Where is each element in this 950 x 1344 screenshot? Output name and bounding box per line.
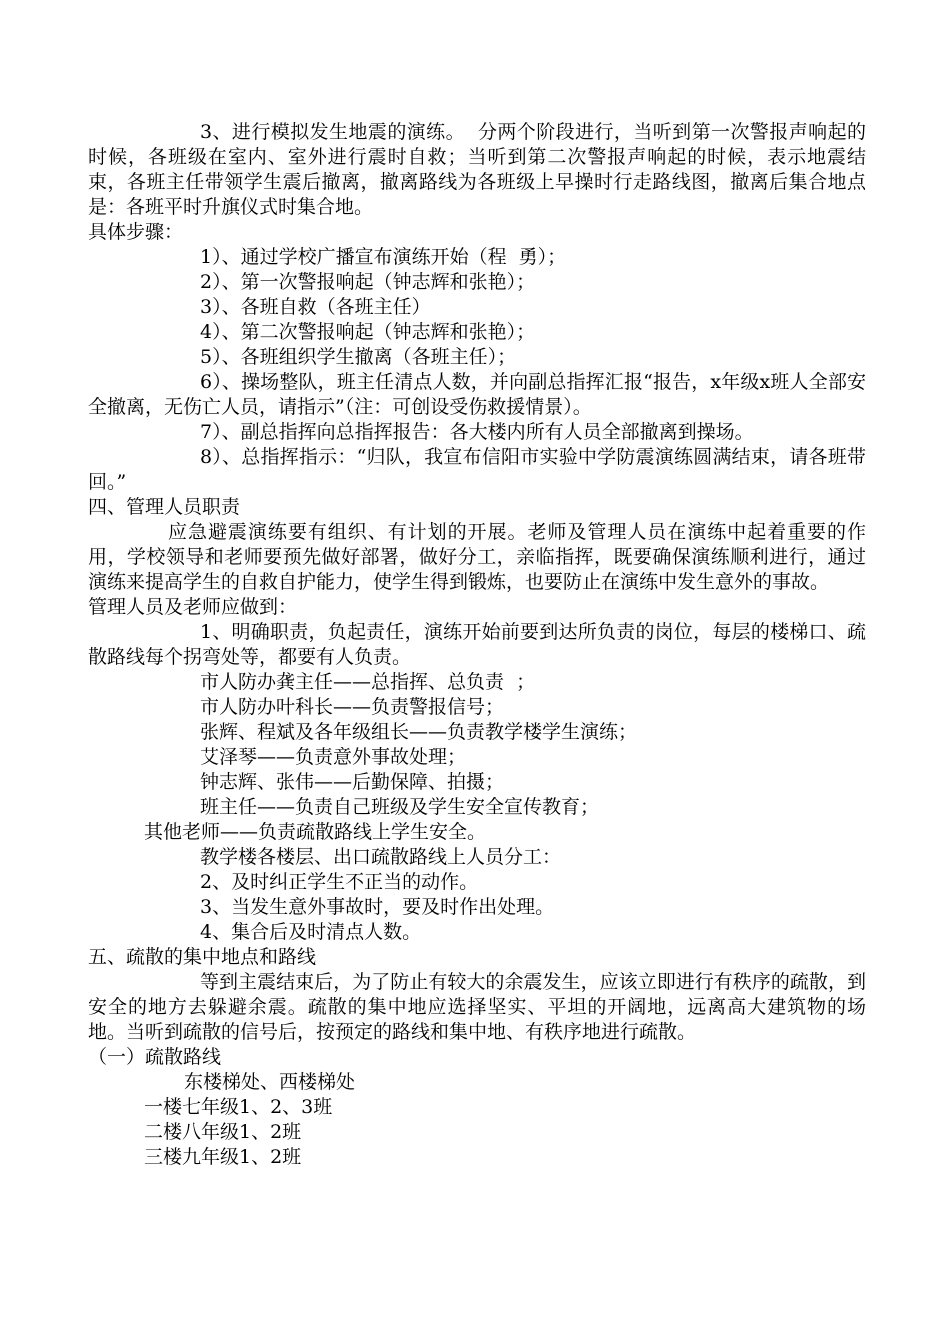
section4-paragraph: 应急避震演练要有组织、有计划的开展。老师及管理人员在演练中起着重要的作用，学校领导和老师要预先做好部署，做好分工，亲临指挥，既要确保演练顺利进行，通过演练来提高学生的自救自护能力，使学生得到锻炼，也要防止在演练中发生意外的事故。 bbox=[88, 521, 866, 593]
step-item: 6）、操场整队，班主任清点人数，并向副总指挥汇报“报告，x年级x班人全部安全撤离，无伤亡人员，请指示”（注：可创设受伤救援情景）。 bbox=[88, 371, 866, 418]
steps-heading: 具体步骤： bbox=[88, 221, 184, 243]
duty-item: 4、集合后及时清点人数。 bbox=[200, 921, 422, 943]
role-item: 班主任——负责自己班级及学生安全宣传教育； bbox=[200, 796, 600, 818]
floor-assignment: 二楼八年级1、2班 bbox=[144, 1121, 302, 1143]
duty-item: 教学楼各楼层、出口疏散路线上人员分工： bbox=[200, 846, 562, 868]
role-item: 其他老师——负责疏散路线上学生安全。 bbox=[144, 821, 487, 843]
duty-item: 1、明确职责，负起责任，演练开始前要到达所负责的岗位，每层的楼梯口、疏散路线每个拐弯处等，都要有人负责。 bbox=[88, 621, 866, 668]
step-item: 4）、第二次警报响起（钟志辉和张艳）； bbox=[200, 321, 536, 343]
document-page bbox=[88, 120, 866, 1170]
step-item: 8）、总指挥指示：“归队，我宣布信阳市实验中学防震演练圆满结束，请各班带回。” bbox=[88, 446, 866, 493]
step-item: 2）、第一次警报响起（钟志辉和张艳）； bbox=[200, 271, 536, 293]
step-item: 1）、通过学校广播宣布演练开始（程 勇）； bbox=[200, 246, 567, 268]
floor-assignment: 三楼九年级1、2班 bbox=[144, 1146, 302, 1168]
role-item: 市人防办叶科长——负责警报信号； bbox=[200, 696, 505, 718]
stairs-label: 东楼梯处、西楼梯处 bbox=[184, 1071, 356, 1093]
duty-item: 2、及时纠正学生不正当的动作。 bbox=[200, 871, 479, 893]
evacuation-route-heading: （一）疏散路线 bbox=[88, 1046, 222, 1068]
role-item: 艾泽琴——负责意外事故处理； bbox=[200, 746, 467, 768]
duties-heading: 管理人员及老师应做到： bbox=[88, 596, 298, 618]
role-item: 市人防办龚主任——总指挥、总负责 ； bbox=[200, 671, 536, 693]
step-item: 5）、各班组织学生撤离（各班主任）； bbox=[200, 346, 517, 368]
step-item: 7）、副总指挥向总指挥报告：各大楼内所有人员全部撤离到操场。 bbox=[200, 421, 754, 443]
drill-intro-paragraph: 3、进行模拟发生地震的演练。 分两个阶段进行，当听到第一次警报声响起的时候，各班级在室内、室外进行震时自救；当听到第二次警报声响起的时候，表示地震结束，各班主任带领学生震后撤离，撤离路线为各班级上早操时行走路线图，撤离后集合地点是：各班平时升旗仪式时集合地。 bbox=[88, 121, 866, 218]
role-item: 钟志辉、张伟——后勤保障、拍摄； bbox=[200, 771, 505, 793]
section5-paragraph: 等到主震结束后，为了防止有较大的余震发生，应该立即进行有秩序的疏散，到安全的地方去躲避余震。疏散的集中地应选择坚实、平坦的开阔地，远离高大建筑物的场地。当听到疏散的信号后，按预定的路线和集中地、有秩序地进行疏散。 bbox=[88, 971, 866, 1043]
role-item: 张辉、程斌及各年级组长——负责教学楼学生演练； bbox=[200, 721, 638, 743]
floor-assignment: 一楼七年级1、2、3班 bbox=[144, 1096, 333, 1118]
duty-item: 3、当发生意外事故时，要及时作出处理。 bbox=[200, 896, 555, 918]
section5-heading: 五、疏散的集中地点和路线 bbox=[88, 946, 317, 968]
step-item: 3）、各班自救（各班主任） bbox=[200, 296, 431, 318]
section4-heading: 四、管理人员职责 bbox=[88, 496, 241, 518]
